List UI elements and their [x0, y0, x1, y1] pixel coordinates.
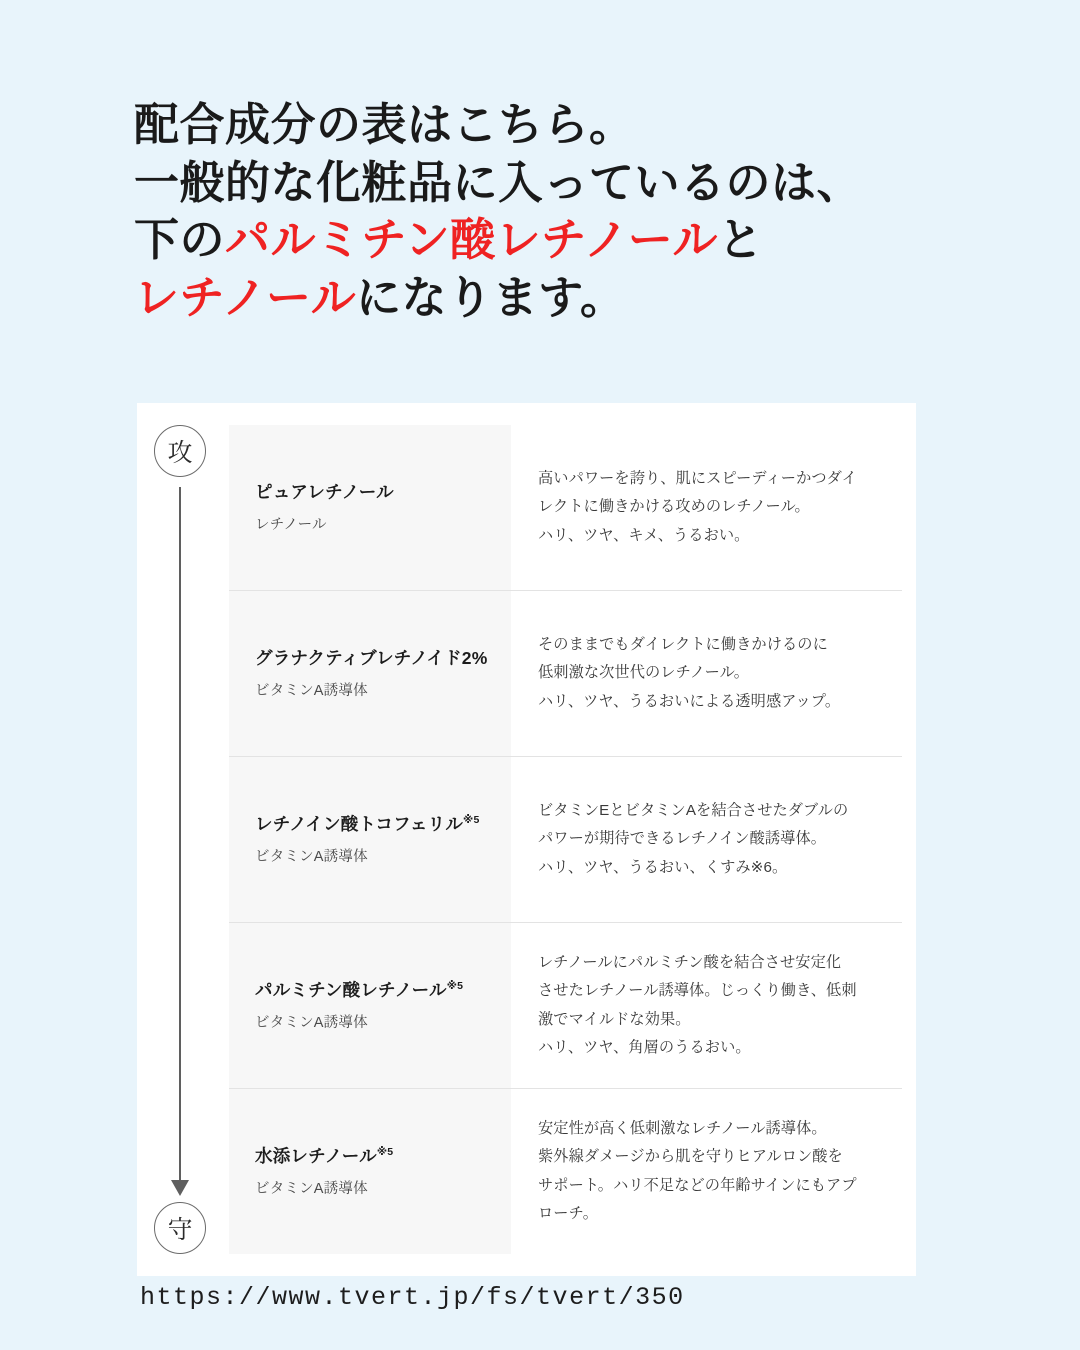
- ingredient-subname: ビタミンA誘導体: [255, 683, 368, 700]
- table-row: [229, 923, 902, 1089]
- ingredient-description-cell: [512, 757, 902, 922]
- description-line: ハリ、ツヤ、うるおいによる透明感アップ。: [538, 692, 841, 710]
- headline-line-3-suffix: と: [717, 214, 764, 266]
- ingredient-subname: レチノール: [255, 517, 327, 534]
- axis-arrow-icon: [171, 1180, 189, 1196]
- description-line: ローチ。: [538, 1204, 599, 1222]
- description-line: 紫外線ダメージから肌を守りヒアルロン酸を: [538, 1148, 843, 1166]
- ingredient-name: [255, 647, 497, 671]
- description-line: レチノールにパルミチン酸を結合させ安定化: [538, 954, 842, 972]
- headline-highlight-retinol: レチノール: [134, 271, 357, 323]
- headline-line-3: [134, 211, 994, 269]
- description-line: させたレチノール誘導体。じっくり働き、低刺: [538, 982, 857, 1000]
- headline-line-4: [134, 269, 994, 327]
- ingredient-name: [255, 813, 497, 837]
- ingredient-description-cell: [512, 1089, 902, 1254]
- page-headline: [134, 96, 994, 326]
- ingredient-name-cell: [229, 591, 512, 756]
- ingredient-name: [255, 1145, 497, 1169]
- ingredient-name-text: レチノイン酸トコフェリル: [255, 813, 464, 834]
- description-line: ハリ、ツヤ、キメ、うるおい。: [538, 526, 750, 544]
- ingredient-name: [255, 979, 497, 1003]
- ingredient-description-cell: [512, 923, 902, 1088]
- ingredient-table-card: [137, 403, 916, 1276]
- headline-line-1-text: 配合成分の表はこちら。: [134, 99, 635, 150]
- axis-line: [179, 487, 181, 1184]
- strength-axis-rail: [137, 403, 229, 1276]
- headline-line-2-text: 一般的な化粧品に入っているのは、: [134, 156, 863, 208]
- ingredient-subname: ビタミンA誘導体: [255, 1015, 368, 1032]
- ingredient-name-note: ※5: [446, 979, 464, 992]
- ingredient-name-text: 水添レチノール: [255, 1145, 377, 1166]
- ingredient-name-note: ※5: [376, 1145, 394, 1158]
- description-line: そのままでもダイレクトに働きかけるのに: [538, 636, 828, 654]
- table-row: [229, 1089, 902, 1254]
- headline-line-2: [134, 154, 994, 212]
- ingredient-name-cell: [229, 923, 512, 1088]
- headline-line-1: [134, 96, 994, 154]
- headline-line-4-suffix: になります。: [356, 271, 626, 323]
- headline-line-3-prefix: 下の: [134, 214, 226, 266]
- description-line: ビタミンEとビタミンAを結合させたダブルの: [538, 802, 849, 820]
- description-line: レクトに働きかける攻めのレチノール。: [538, 498, 810, 516]
- ingredient-subname: ビタミンA誘導体: [255, 849, 368, 866]
- table-row: [229, 591, 902, 757]
- ingredient-name-text: グラナクティブレチノイド2%: [255, 647, 488, 668]
- source-url[interactable]: https://www.tvert.jp/fs/tvert/350: [140, 1283, 685, 1312]
- ingredient-name-cell: [229, 425, 512, 590]
- ingredient-name: [255, 481, 497, 505]
- ingredient-name-note: ※5: [463, 813, 480, 826]
- ingredient-name-cell: [229, 1089, 512, 1254]
- axis-badge-defense: 守: [154, 1202, 206, 1254]
- ingredient-description-cell: [512, 591, 902, 756]
- description-line: 安定性が高く低刺激なレチノール誘導体。: [538, 1120, 827, 1138]
- ingredient-name-text: パルミチン酸レチノール: [255, 979, 447, 1000]
- table-row: [229, 757, 902, 923]
- axis-badge-offense: 攻: [154, 425, 206, 477]
- ingredient-name-cell: [229, 757, 512, 922]
- description-line: 高いパワーを誇り、肌にスピーディーかつダイ: [538, 470, 857, 488]
- ingredient-table: [229, 403, 916, 1276]
- description-line: 低刺激な次世代のレチノール。: [538, 664, 749, 682]
- description-line: 激でマイルドな効果。: [538, 1010, 691, 1028]
- table-row: [229, 425, 902, 591]
- headline-highlight-palmitate: パルミチン酸レチノール: [225, 214, 718, 266]
- description-line: サポート。ハリ不足などの年齢サインにもアプ: [538, 1176, 857, 1194]
- ingredient-subname: ビタミンA誘導体: [255, 1181, 368, 1198]
- description-line: ハリ、ツヤ、うるおい、くすみ※6。: [538, 858, 788, 876]
- description-line: ハリ、ツヤ、角層のうるおい。: [538, 1038, 751, 1056]
- ingredient-name-text: ピュアレチノール: [255, 481, 394, 502]
- ingredient-description-cell: [512, 425, 902, 590]
- description-line: パワーが期待できるレチノイン酸誘導体。: [538, 830, 827, 848]
